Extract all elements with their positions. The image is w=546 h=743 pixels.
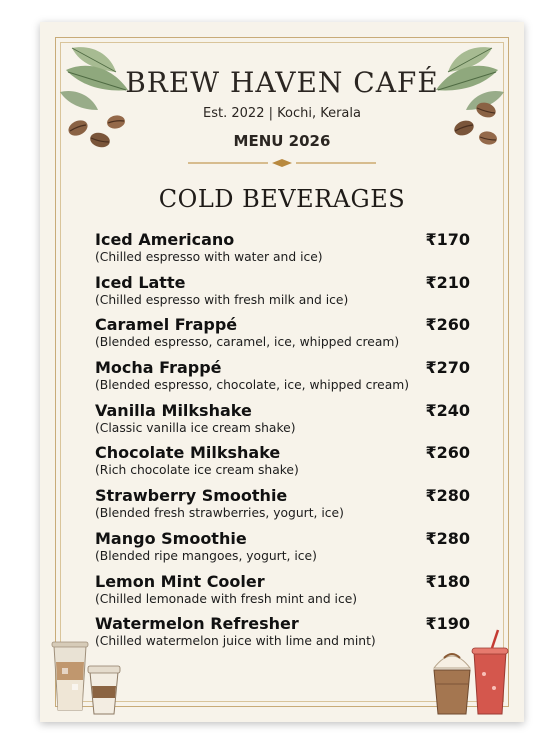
item-name: Strawberry Smoothie (95, 486, 288, 506)
iced-latte-cups-icon (48, 632, 128, 718)
established-info: Est. 2022 | Kochi, Kerala (203, 106, 361, 121)
item-description: (Blended espresso, chocolate, ice, whipped cream) (95, 378, 410, 393)
ornament-divider (188, 159, 376, 167)
item-description: (Blended ripe mangoes, yogurt, ice) (95, 548, 317, 563)
frappe-and-smoothie-cups-icon (428, 628, 512, 718)
item-name: Lemon Mint Cooler (95, 571, 265, 591)
item-name: Vanilla Milkshake (95, 400, 252, 420)
item-description: (Blended fresh strawberries, yogurt, ice) (95, 506, 344, 521)
menu-item (95, 572, 470, 615)
item-name: Iced Americano (95, 230, 235, 249)
item-price: ₹170 (425, 230, 470, 249)
item-description: (Chilled espresso with fresh milk and ice) (95, 292, 349, 307)
item-price: ₹260 (425, 443, 470, 463)
menu-items-list (95, 230, 470, 657)
item-name: Iced Latte (95, 272, 186, 292)
item-price: ₹240 (425, 400, 470, 420)
menu-item (95, 315, 470, 358)
item-price: ₹190 (425, 614, 470, 634)
menu-item (95, 273, 470, 316)
item-price: ₹280 (425, 528, 470, 548)
item-price: ₹180 (425, 571, 470, 591)
item-name: Watermelon Refresher (95, 614, 299, 634)
item-name: Chocolate Milkshake (95, 443, 281, 463)
item-price: ₹260 (425, 315, 470, 335)
item-description: (Chilled espresso with water and ice) (95, 250, 323, 264)
item-description: (Rich chocolate ice cream shake) (95, 463, 299, 478)
menu-item (95, 614, 470, 657)
menu-item (95, 529, 470, 572)
item-price: ₹270 (425, 358, 470, 378)
menu-card (40, 22, 524, 722)
section-title: COLD BEVERAGES (158, 185, 406, 213)
item-price: ₹210 (425, 272, 470, 292)
item-name: Mocha Frappé (95, 358, 222, 378)
item-name: Caramel Frappé (95, 315, 238, 335)
menu-item (95, 401, 470, 444)
cafe-name: BREW HAVEN CAFÉ (125, 66, 439, 99)
menu-title: MENU 2026 (233, 132, 331, 150)
item-description: (Classic vanilla ice cream shake) (95, 420, 296, 435)
item-description: (Blended espresso, caramel, ice, whipped cream) (95, 335, 400, 350)
menu-item (95, 443, 470, 486)
item-description: (Chilled lemonade with fresh mint and ice) (95, 591, 358, 606)
item-price: ₹280 (425, 486, 470, 506)
item-name: Mango Smoothie (95, 528, 247, 548)
item-description: (Chilled watermelon juice with lime and mint) (95, 634, 376, 649)
menu-item (95, 486, 470, 529)
menu-item (95, 230, 470, 273)
menu-item (95, 358, 470, 401)
